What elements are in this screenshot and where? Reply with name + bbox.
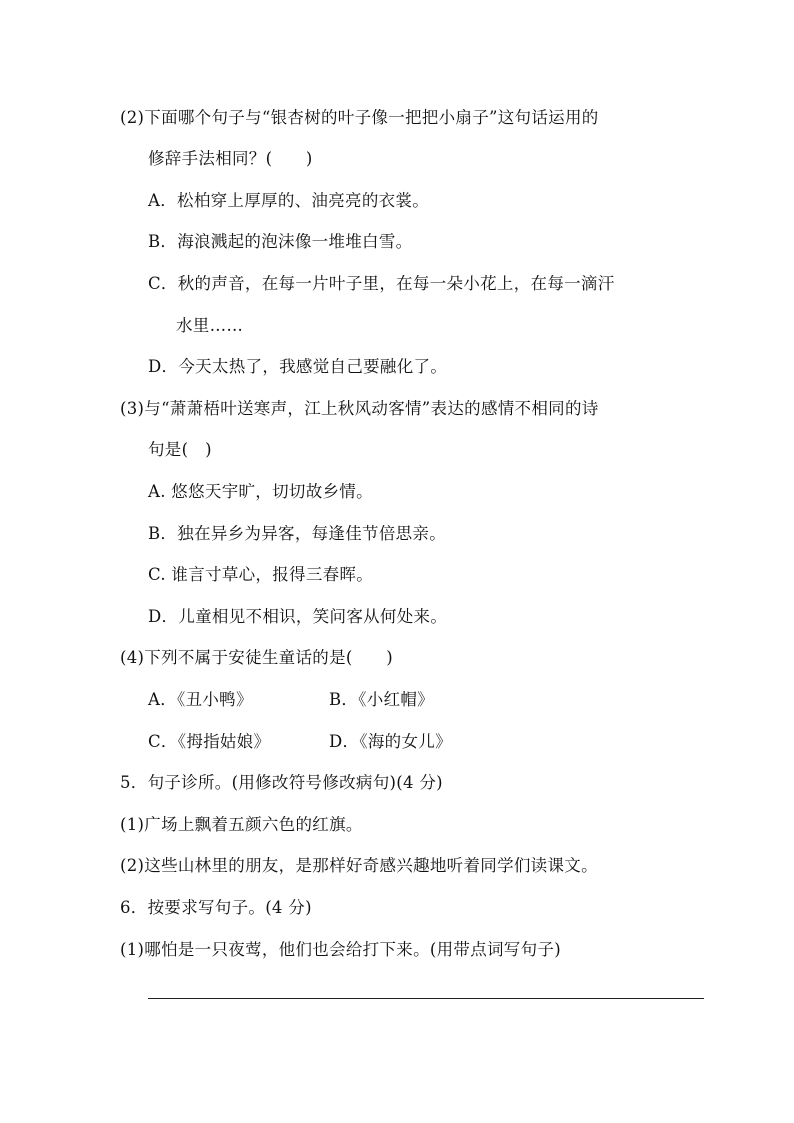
q3-stem-line1: (3)与“萧萧梧叶送寒声，江上秋风动客情”表达的感情不相同的诗 [120, 399, 599, 418]
q2-option-b: B．海浪溅起的泡沫像一堆堆白雪。 [148, 232, 413, 251]
q4-option-a: A．《丑小鸭》 [148, 690, 253, 709]
q2-option-a: A．松柏穿上厚厚的、油亮亮的衣裳。 [148, 191, 430, 210]
answer-line[interactable] [148, 998, 704, 999]
q6-heading: 6．按要求写句子。(4 分) [120, 898, 312, 917]
q3-stem-line2: 句是( ) [148, 440, 212, 459]
q4-option-b: B．《小红帽》 [329, 690, 434, 709]
q4-option-c: C．《拇指姑娘》 [148, 732, 271, 751]
q3-option-d: D．儿童相见不相识，笑问客从何处来。 [148, 607, 448, 626]
q2-stem-line1: (2)下面哪个句子与“银杏树的叶子像一把把小扇子”这句话运用的 [120, 108, 599, 127]
q2-option-c-cont: 水里…… [176, 316, 244, 335]
q5-item-1: (1)广场上飘着五颜六色的红旗。 [120, 815, 363, 834]
q4-option-d: D．《海的女儿》 [329, 732, 452, 751]
q5-item-2: (2)这些山林里的朋友，是那样好奇感兴趣地听着同学们读课文。 [120, 856, 598, 875]
q2-option-d: D．今天太热了，我感觉自己要融化了。 [148, 357, 448, 376]
q5-heading: 5．句子诊所。(用修改符号修改病句)(4 分) [120, 773, 443, 792]
q3-option-a: A. 悠悠天宇旷，切切故乡情。 [148, 482, 373, 501]
q6-item-1: (1)哪怕是一只夜莺，他们也会给打下来。(用带点词写句子) [120, 940, 561, 959]
q2-stem-line2: 修辞手法相同？( ) [148, 149, 313, 168]
q3-option-c: C. 谁言寸草心，报得三春晖。 [148, 565, 374, 584]
q3-option-b: B．独在异乡为异客，每逢佳节倍思亲。 [148, 524, 447, 543]
q2-option-c: C．秋的声音，在每一片叶子里，在每一朵小花上，在每一滴汗 [148, 274, 615, 293]
q4-stem: (4)下列不属于安徒生童话的是( ) [120, 648, 393, 667]
